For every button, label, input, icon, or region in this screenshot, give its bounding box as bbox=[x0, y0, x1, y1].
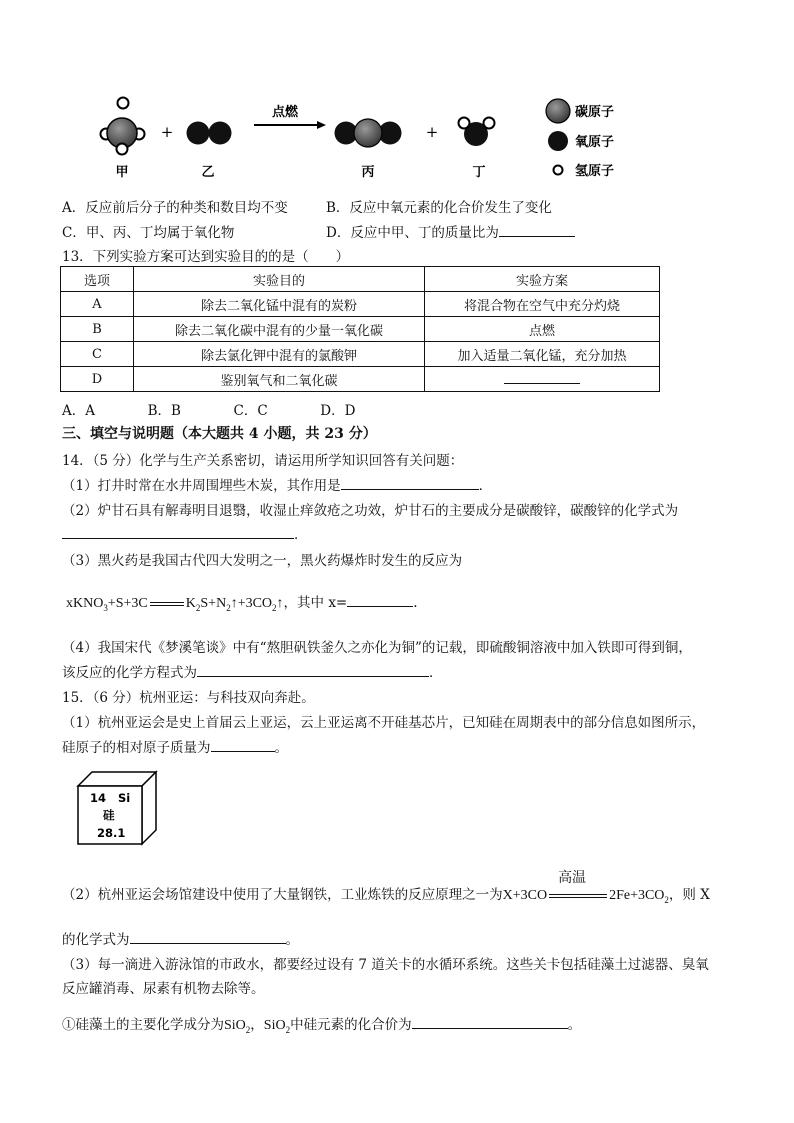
answer-blank bbox=[504, 371, 580, 384]
answer-blank bbox=[341, 477, 479, 490]
silicon-element-card bbox=[76, 770, 158, 846]
element-symbol: Si bbox=[118, 791, 131, 805]
q15-part2-text: （2）杭州亚运会场馆建设中使用了大量钢铁，工业炼铁的反应原理之一为 bbox=[62, 887, 503, 903]
section-heading: 三、填空与说明题（本大题共 4 小题，共 23 分） bbox=[62, 426, 377, 442]
element-name: 硅 bbox=[103, 808, 115, 822]
table-header: 实验目的 bbox=[134, 267, 425, 292]
q14-part2-answer: ． bbox=[62, 523, 308, 543]
legend-oxygen: 氧原子 bbox=[575, 135, 615, 150]
q13-option-b: B．B bbox=[147, 403, 181, 419]
label-jia: 甲 bbox=[115, 165, 129, 180]
q12-option-d bbox=[326, 221, 575, 241]
answer-blank bbox=[62, 526, 294, 539]
table-cell: 点燃 bbox=[425, 317, 660, 342]
q14-part1: （1）打井时常在水井周围埋些木炭，其作用是 ． bbox=[62, 478, 493, 494]
q15-part2: （2）杭州亚运会场馆建设中使用了大量钢铁，工业炼铁的反应原理之一为X+3CO 高温 $2Fe+3CO_2$，则 X bbox=[62, 883, 710, 905]
answer-blank bbox=[197, 664, 429, 677]
table-row bbox=[61, 367, 660, 392]
q12-option-a: A．反应前后分子的种类和数目均不变 bbox=[62, 200, 288, 216]
reaction-condition: 高温 bbox=[558, 869, 587, 886]
q15-part1-text: 硅原子的相对原子质量为 bbox=[62, 740, 211, 756]
q14-part4-line2: 该反应的化学方程式为 ． bbox=[62, 665, 443, 681]
q14-equation: xKNO$_3$+S+3C $K_2S+N_2↑+3CO_2↑$，其中 x= ． bbox=[66, 595, 428, 613]
q13-option-a: A．A bbox=[62, 403, 95, 419]
answer-blank bbox=[130, 931, 286, 944]
answer-blank bbox=[211, 739, 275, 752]
q14-equation-tail: ，其中 x= bbox=[283, 595, 348, 611]
q14-part1-text: （1）打井时常在水井周围埋些木炭，其作用是 bbox=[62, 478, 341, 494]
plus-sign: + bbox=[425, 123, 439, 141]
q13-option-d: D．D bbox=[320, 403, 356, 419]
label-yi: 乙 bbox=[201, 165, 215, 180]
table-row bbox=[61, 317, 660, 342]
table-header: 实验方案 bbox=[425, 267, 660, 292]
answer-blank bbox=[347, 594, 413, 607]
q15-part3-q1-mid: 中硅元素的化合价为 bbox=[290, 1017, 412, 1033]
q15-part3-q1: ①硅藻土的主要化学成分为SiO$_2$，SiO$_2$中硅元素的化合价为 。 bbox=[62, 1017, 582, 1035]
q13-option-c: C．C bbox=[233, 403, 268, 419]
q15-part3-line2: 反应罐消毒、尿素有机物去除等。 bbox=[62, 981, 265, 997]
plus-sign: + bbox=[160, 123, 174, 141]
molecule-jia bbox=[101, 98, 145, 155]
legend-hydrogen: 氢原子 bbox=[575, 164, 615, 179]
q15-part3-q1-text: ①硅藻土的主要化学成分为 bbox=[62, 1017, 224, 1033]
q14-part4-line1: （4）我国宋代《梦溪笔谈》中有“熬胆矾铁釜久之亦化为铜”的记载，即硫酸铜溶液中加入铁即可得到铜， bbox=[62, 640, 692, 656]
q12-option-d-text: D．反应中甲、丁的质量比为 bbox=[326, 225, 499, 241]
table-cell: 除去氯化钾中混有的氯酸钾 bbox=[134, 342, 425, 367]
answer-blank bbox=[412, 1016, 568, 1029]
q15-stem: 15．（6 分）杭州亚运：与科技双向奔赴。 bbox=[62, 690, 315, 706]
q14-part4-text: 该反应的化学方程式为 bbox=[62, 665, 197, 681]
table-cell bbox=[425, 367, 660, 392]
table-row bbox=[61, 292, 660, 317]
q13-options bbox=[62, 399, 355, 419]
q14-stem: 14．（5 分）化学与生产关系密切，请运用所学知识回答有关问题： bbox=[62, 453, 464, 469]
table-cell: B bbox=[61, 317, 134, 342]
table-cell: A bbox=[61, 292, 134, 317]
atomic-number: 14 bbox=[90, 791, 107, 805]
table-cell: 将混合物在空气中充分灼烧 bbox=[425, 292, 660, 317]
q15-part2-tail: ，则 X bbox=[668, 887, 710, 903]
q14-part3: （3）黑火药是我国古代四大发明之一，黑火药爆炸时发生的反应为 bbox=[62, 553, 463, 569]
q13-table bbox=[60, 266, 660, 392]
q15-part2-answer: 的化学式为 。 bbox=[62, 932, 299, 948]
molecule-bing bbox=[335, 119, 402, 147]
legend bbox=[546, 99, 614, 179]
table-cell: 加入适量二氧化锰，充分加热 bbox=[425, 342, 660, 367]
label-bing: 丙 bbox=[361, 165, 375, 180]
reaction-condition: 点燃 bbox=[271, 105, 299, 120]
q14-part2: （2）炉甘石具有解毒明目退翳，收湿止痒敛疮之功效，炉甘石的主要成分是碳酸锌，碳酸锌的化学式为 bbox=[62, 503, 679, 519]
atomic-mass: 28.1 bbox=[97, 826, 126, 840]
table-cell: 除去二氧化锰中混有的炭粉 bbox=[134, 292, 425, 317]
table-header: 选项 bbox=[61, 267, 134, 292]
reaction-diagram bbox=[92, 92, 652, 182]
molecule-yi bbox=[187, 122, 232, 145]
answer-blank bbox=[499, 224, 575, 237]
q15-part2-answer-text: 的化学式为 bbox=[62, 932, 130, 948]
table-row bbox=[61, 342, 660, 367]
reaction-condition-arrow bbox=[547, 869, 609, 903]
table-header-row bbox=[61, 267, 660, 292]
legend-carbon: 碳原子 bbox=[575, 105, 615, 120]
q15-part1-line2: 硅原子的相对原子质量为 。 bbox=[62, 740, 288, 756]
table-cell: C bbox=[61, 342, 134, 367]
q15-part3-line1: （3）每一滴进入游泳馆的市政水，都要经过设有 7 道关卡的水循环系统。这些关卡包括硅藻土过滤器、臭氧 bbox=[62, 957, 709, 973]
q13-stem: 13．下列实验方案可达到实验目的的是（ ） bbox=[62, 249, 350, 265]
q12-option-c: C．甲、丙、丁均属于氧化物 bbox=[62, 225, 235, 241]
table-cell: D bbox=[61, 367, 134, 392]
table-cell: 鉴别氧气和二氧化碳 bbox=[134, 367, 425, 392]
molecule-ding bbox=[459, 118, 495, 147]
q15-part1-line1: （1）杭州亚运会是史上首届云上亚运，云上亚运离不开硅基芯片，已知硅在周期表中的部分信息如图所示， bbox=[62, 715, 706, 731]
table-cell: 除去二氧化碳中混有的少量一氧化碳 bbox=[134, 317, 425, 342]
q12-option-b: B．反应中氧元素的化合价发生了变化 bbox=[326, 200, 552, 216]
label-ding: 丁 bbox=[472, 165, 486, 180]
